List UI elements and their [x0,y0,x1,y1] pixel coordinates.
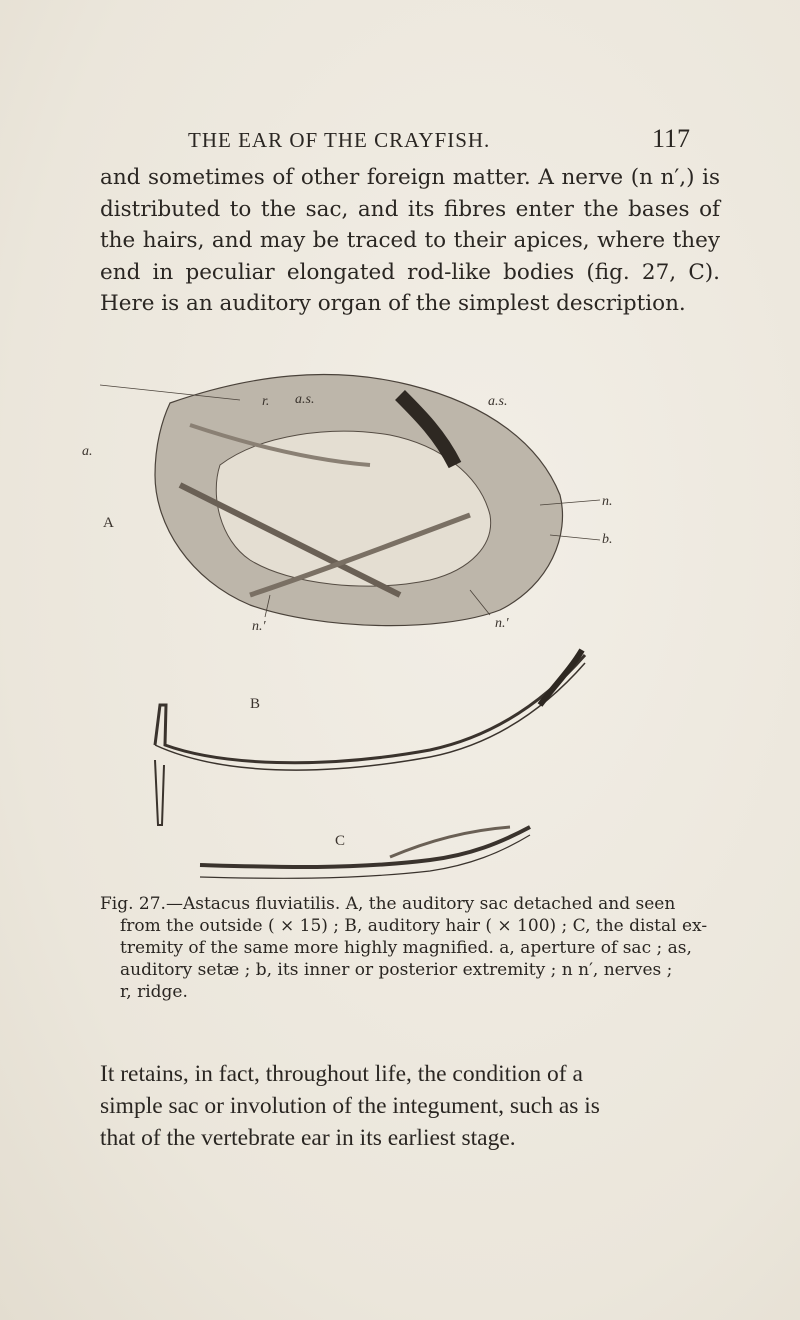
extremity-shaft-lower [200,835,530,878]
label-b: b. [602,532,613,547]
caption-line: Fig. 27.—Astacus fluviatilis. A, the auditory sac detached and seen [100,894,676,914]
label-as-left: a.s. [295,392,315,407]
label-A: A [103,515,114,531]
caption-line: from the outside ( × 15) ; B, auditory hair ( × 100) ; C, the distal ex- [120,916,708,936]
text-line: that of the vertebrate ear in its earliest stage. [100,1125,516,1151]
running-header [0,124,800,158]
text-line: end in peculiar elongated rod-like bodies (fig. 27, C). [100,259,720,285]
caption-line: tremity of the same more highly magnified. a, aperture of sac ; as, [120,938,692,958]
label-C: C [335,833,346,849]
figure-caption [100,893,720,1003]
page-number: 117 [652,124,691,153]
label-B: B [250,696,261,712]
figure-27-illustration [70,365,650,905]
hair-shaft [155,655,585,763]
text-line: Here is an auditory organ of the simplest description. [100,291,686,316]
caption-line: auditory setæ ; b, its inner or posterior extremity ; n n′, nerves ; [120,960,673,980]
label-n-prime-left: n.′ [252,619,266,634]
hair-plumes [540,650,582,705]
label-n-right: n. [602,494,613,509]
figure-c-distal-extremity [200,827,530,878]
paragraph-1 [100,162,720,320]
text-line: distributed to the sac, and its fibres enter the bases of [100,196,720,222]
label-n-prime-right: n.′ [495,616,509,631]
caption-line: r, ridge. [120,982,188,1002]
text-line: It retains, in fact, throughout life, the condition of a [100,1061,583,1087]
extremity-plumes [390,827,510,857]
label-r: r. [262,394,270,409]
text-line: the hairs, and may be traced to their apices, where they [100,228,720,253]
label-as-right: a.s. [488,394,508,409]
text-line: and sometimes of other foreign matter. A nerve (n n′,) is [100,165,720,190]
figure-b-auditory-hair [155,650,585,825]
paragraph-2 [100,1058,720,1154]
extremity-shaft [200,827,530,867]
header-title: THE EAR OF THE CRAYFISH. [188,128,491,152]
hair-base [155,760,164,825]
text-line: simple sac or involution of the integument, such as is [100,1093,600,1119]
hair-shaft-lower [155,663,585,770]
figure-a-auditory-sac [82,375,613,634]
label-a: a. [82,444,93,459]
